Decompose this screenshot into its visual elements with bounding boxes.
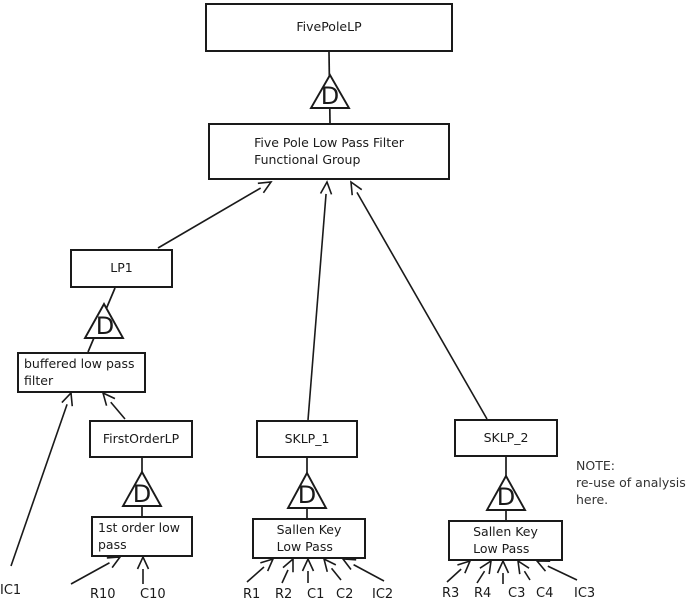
label-r4: R4: [474, 586, 492, 601]
label-c3: C3: [508, 586, 526, 601]
edge-ic1-to-buffered-filter: [11, 393, 71, 566]
note-line2: re-use of analysis: [576, 475, 686, 490]
decomposition-letter-sklp2: D: [496, 483, 516, 511]
node-sklp-2: [454, 419, 558, 457]
label-c10: C10: [140, 587, 166, 602]
node-lp1-label: LP1: [110, 260, 133, 276]
node-buffered-filter-line2: filter: [24, 372, 54, 388]
node-functional-group: [208, 123, 450, 180]
edge-r1-to-sallen-key-1: [247, 559, 273, 582]
label-r2: R2: [275, 587, 293, 602]
edge-r3-to-sallen-key-2: [447, 561, 470, 582]
node-sklp-1: [256, 420, 358, 458]
label-c1: C1: [307, 587, 325, 602]
label-c4: C4: [536, 586, 554, 601]
node-five-pole-lp-label: FivePoleLP: [296, 19, 362, 35]
decomposition-letter-sklp1: D: [297, 481, 317, 509]
decomposition-letter-lp1: D: [95, 312, 115, 340]
edge-r2-to-sallen-key-1: [282, 559, 293, 583]
label-r10: R10: [90, 587, 116, 602]
node-buffered-low-pass-filter: [17, 352, 146, 393]
edge-ic3-to-sallen-key-2: [537, 561, 577, 580]
node-1st-order-low-pass-line2: pass: [98, 536, 127, 552]
node-functional-group-line1: Five Pole Low Pass Filter: [254, 135, 404, 151]
edge-ic2-to-sallen-key-1: [343, 559, 384, 581]
edge-firstorderlp-to-buffered-filter: [103, 393, 125, 419]
edge-r4-to-sallen-key-2: [477, 561, 491, 583]
edge-sklp1-to-functional-group: [308, 182, 327, 420]
node-buffered-filter-line1: buffered low pass: [24, 356, 135, 372]
node-sklp-1-label: SKLP_1: [284, 430, 330, 446]
note-line3: here.: [576, 492, 609, 507]
edge-r10-to-1st-order-low-pass: [71, 557, 120, 584]
node-sallen-key-1-line1: Sallen Key: [276, 522, 342, 538]
edge-lp1-to-functional-group: [158, 182, 271, 248]
note-annotation: [576, 457, 686, 508]
node-five-pole-lp: [205, 3, 453, 52]
node-functional-group-line2: Functional Group: [254, 151, 361, 167]
node-firstorderlp-label: FirstOrderLP: [102, 430, 180, 446]
edge-sklp2-to-functional-group: [351, 182, 487, 419]
node-1st-order-low-pass: [91, 516, 193, 557]
label-ic2: IC2: [372, 587, 394, 602]
node-lp1: [70, 249, 173, 288]
label-c2: C2: [336, 587, 354, 602]
node-firstorderlp: [89, 420, 193, 458]
label-ic3: IC3: [574, 586, 596, 601]
node-sallen-key-low-pass-2: [448, 520, 563, 561]
label-r3: R3: [442, 586, 460, 601]
decomposition-letter-firstorderlp: D: [132, 480, 152, 508]
node-sallen-key-1-line2: Low Pass: [276, 538, 333, 554]
label-ic1: IC1: [0, 583, 22, 598]
node-sklp-2-label: SKLP_2: [483, 429, 529, 445]
node-sallen-key-low-pass-1: [252, 518, 366, 559]
label-r1: R1: [243, 587, 261, 602]
edge-c4-to-sallen-key-2: [518, 561, 530, 580]
edge-c2-to-sallen-key-1: [324, 559, 341, 580]
node-sallen-key-2-line1: Sallen Key: [473, 524, 538, 540]
node-1st-order-low-pass-line1: 1st order low: [98, 520, 180, 536]
note-line1: NOTE:: [576, 458, 615, 473]
decomposition-letter-fivepolelp: D: [320, 82, 340, 110]
node-sallen-key-2-line2: Low Pass: [473, 540, 530, 556]
